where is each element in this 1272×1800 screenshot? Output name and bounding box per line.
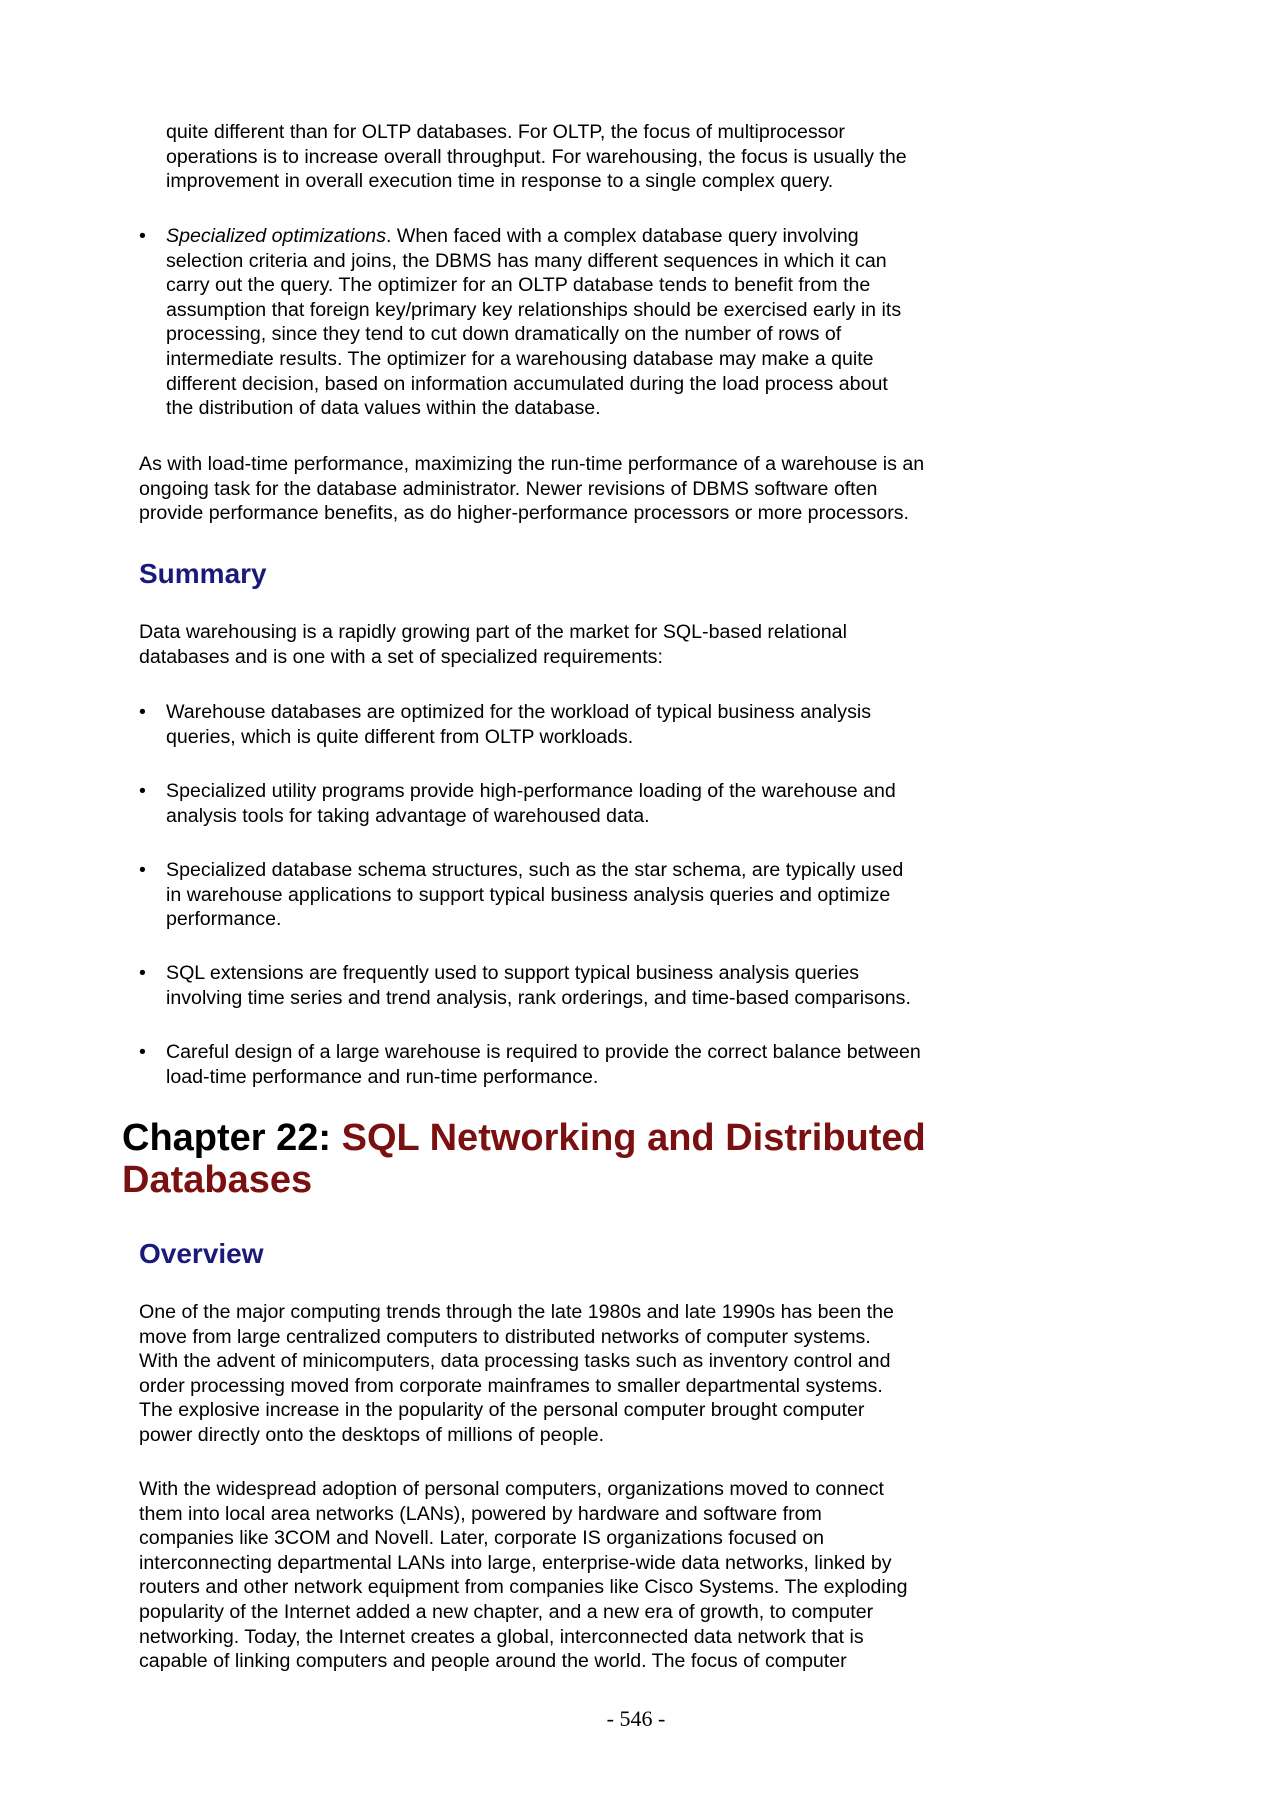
bullet-marker: • — [139, 701, 146, 723]
page-number: - 546 - — [606, 1706, 666, 1731]
summary-bullet: Specialized database schema structures, such as the star schema, are typically used in warehouse applications to support typical business analysis queries and optimize performance. — [166, 859, 904, 931]
bullet-marker: • — [139, 225, 146, 247]
bullet-specialized-optimizations — [166, 224, 1026, 421]
chapter-number: Chapter 22: — [122, 1117, 342, 1159]
summary-bullet: Careful design of a large warehouse is required to provide the correct balance between load-time performance and run-time performance. — [166, 1041, 921, 1088]
chapter-heading — [122, 1117, 1122, 1201]
chapter-title: SQL Networking and Distributed Databases — [122, 1117, 926, 1201]
bullet-lead-term: Specialized optimizations — [166, 225, 386, 247]
load-time-paragraph: As with load-time performance, maximizing the run-time performance of a warehouse is an ongoing task for the database administrator. Newer revisions of DBMS software often provide performance benefits, as do higher-performance processors or more processors. — [139, 453, 925, 525]
overview-paragraph: One of the major computing trends through the late 1980s and late 1990s has been the move from large centralized computers to distributed networks of computer systems. With the advent of minicomputers, data processing tasks such as inventory control and order processing moved from corporate mainframes to smaller departmental systems. The explosive increase in the popularity of the personal computer brought computer power directly onto the desktops of millions of people. — [139, 1301, 894, 1446]
summary-intro: Data warehousing is a rapidly growing part of the market for SQL-based relational databases and is one with a set of specialized requirements: — [139, 621, 847, 668]
bullet-marker: • — [139, 780, 146, 802]
bullet-marker: • — [139, 1041, 146, 1063]
summary-bullet: Specialized utility programs provide high-performance loading of the warehouse and analysis tools for taking advantage of warehoused data. — [166, 780, 896, 827]
overview-heading: Overview — [139, 1238, 264, 1269]
overview-paragraph: With the widespread adoption of personal computers, organizations moved to connect them into local area networks (LANs), powered by hardware and software from companies like 3COM and Novell. Later, corporate IS organizations focused on interconnecting departmental LANs into large, enterprise-wide data networks, linked by routers and other network equipment from companies like Cisco Systems. The exploding popularity of the Internet added a new chapter, and a new era of growth, to computer networking. Today, the Internet creates a global, interconnected data network that is capable of linking computers and people around the world. The focus of computer — [139, 1478, 908, 1673]
summary-bullet: Warehouse databases are optimized for the workload of typical business analysis queries, which is quite different from OLTP workloads. — [166, 701, 872, 748]
summary-heading: Summary — [139, 558, 267, 589]
continued-bullet-text: quite different than for OLTP databases. For OLTP, the focus of multiprocessor operations is to increase overall throughput. For warehousing, the focus is usually the improvement in overall execution time in response to a single complex query. — [166, 121, 907, 193]
bullet-marker: • — [139, 962, 146, 984]
bullet-body-text: . When faced with a complex database query involving selection criteria and joins, the DBMS has many different sequences in which it can carry out the query. The optimizer for an OLTP database tends to benefit from the assumption that foreign key/primary key relationships should be exercised early in its processing, since they tend to cut down dramatically on the number of rows of intermediate results. The optimizer for a warehousing database may make a quite different decision, based on information accumulated during the load process about the distribution of data values within the database. — [166, 225, 902, 420]
summary-bullet: SQL extensions are frequently used to support typical business analysis queries involving time series and trend analysis, rank orderings, and time-based comparisons. — [166, 962, 911, 1009]
bullet-marker: • — [139, 859, 146, 881]
